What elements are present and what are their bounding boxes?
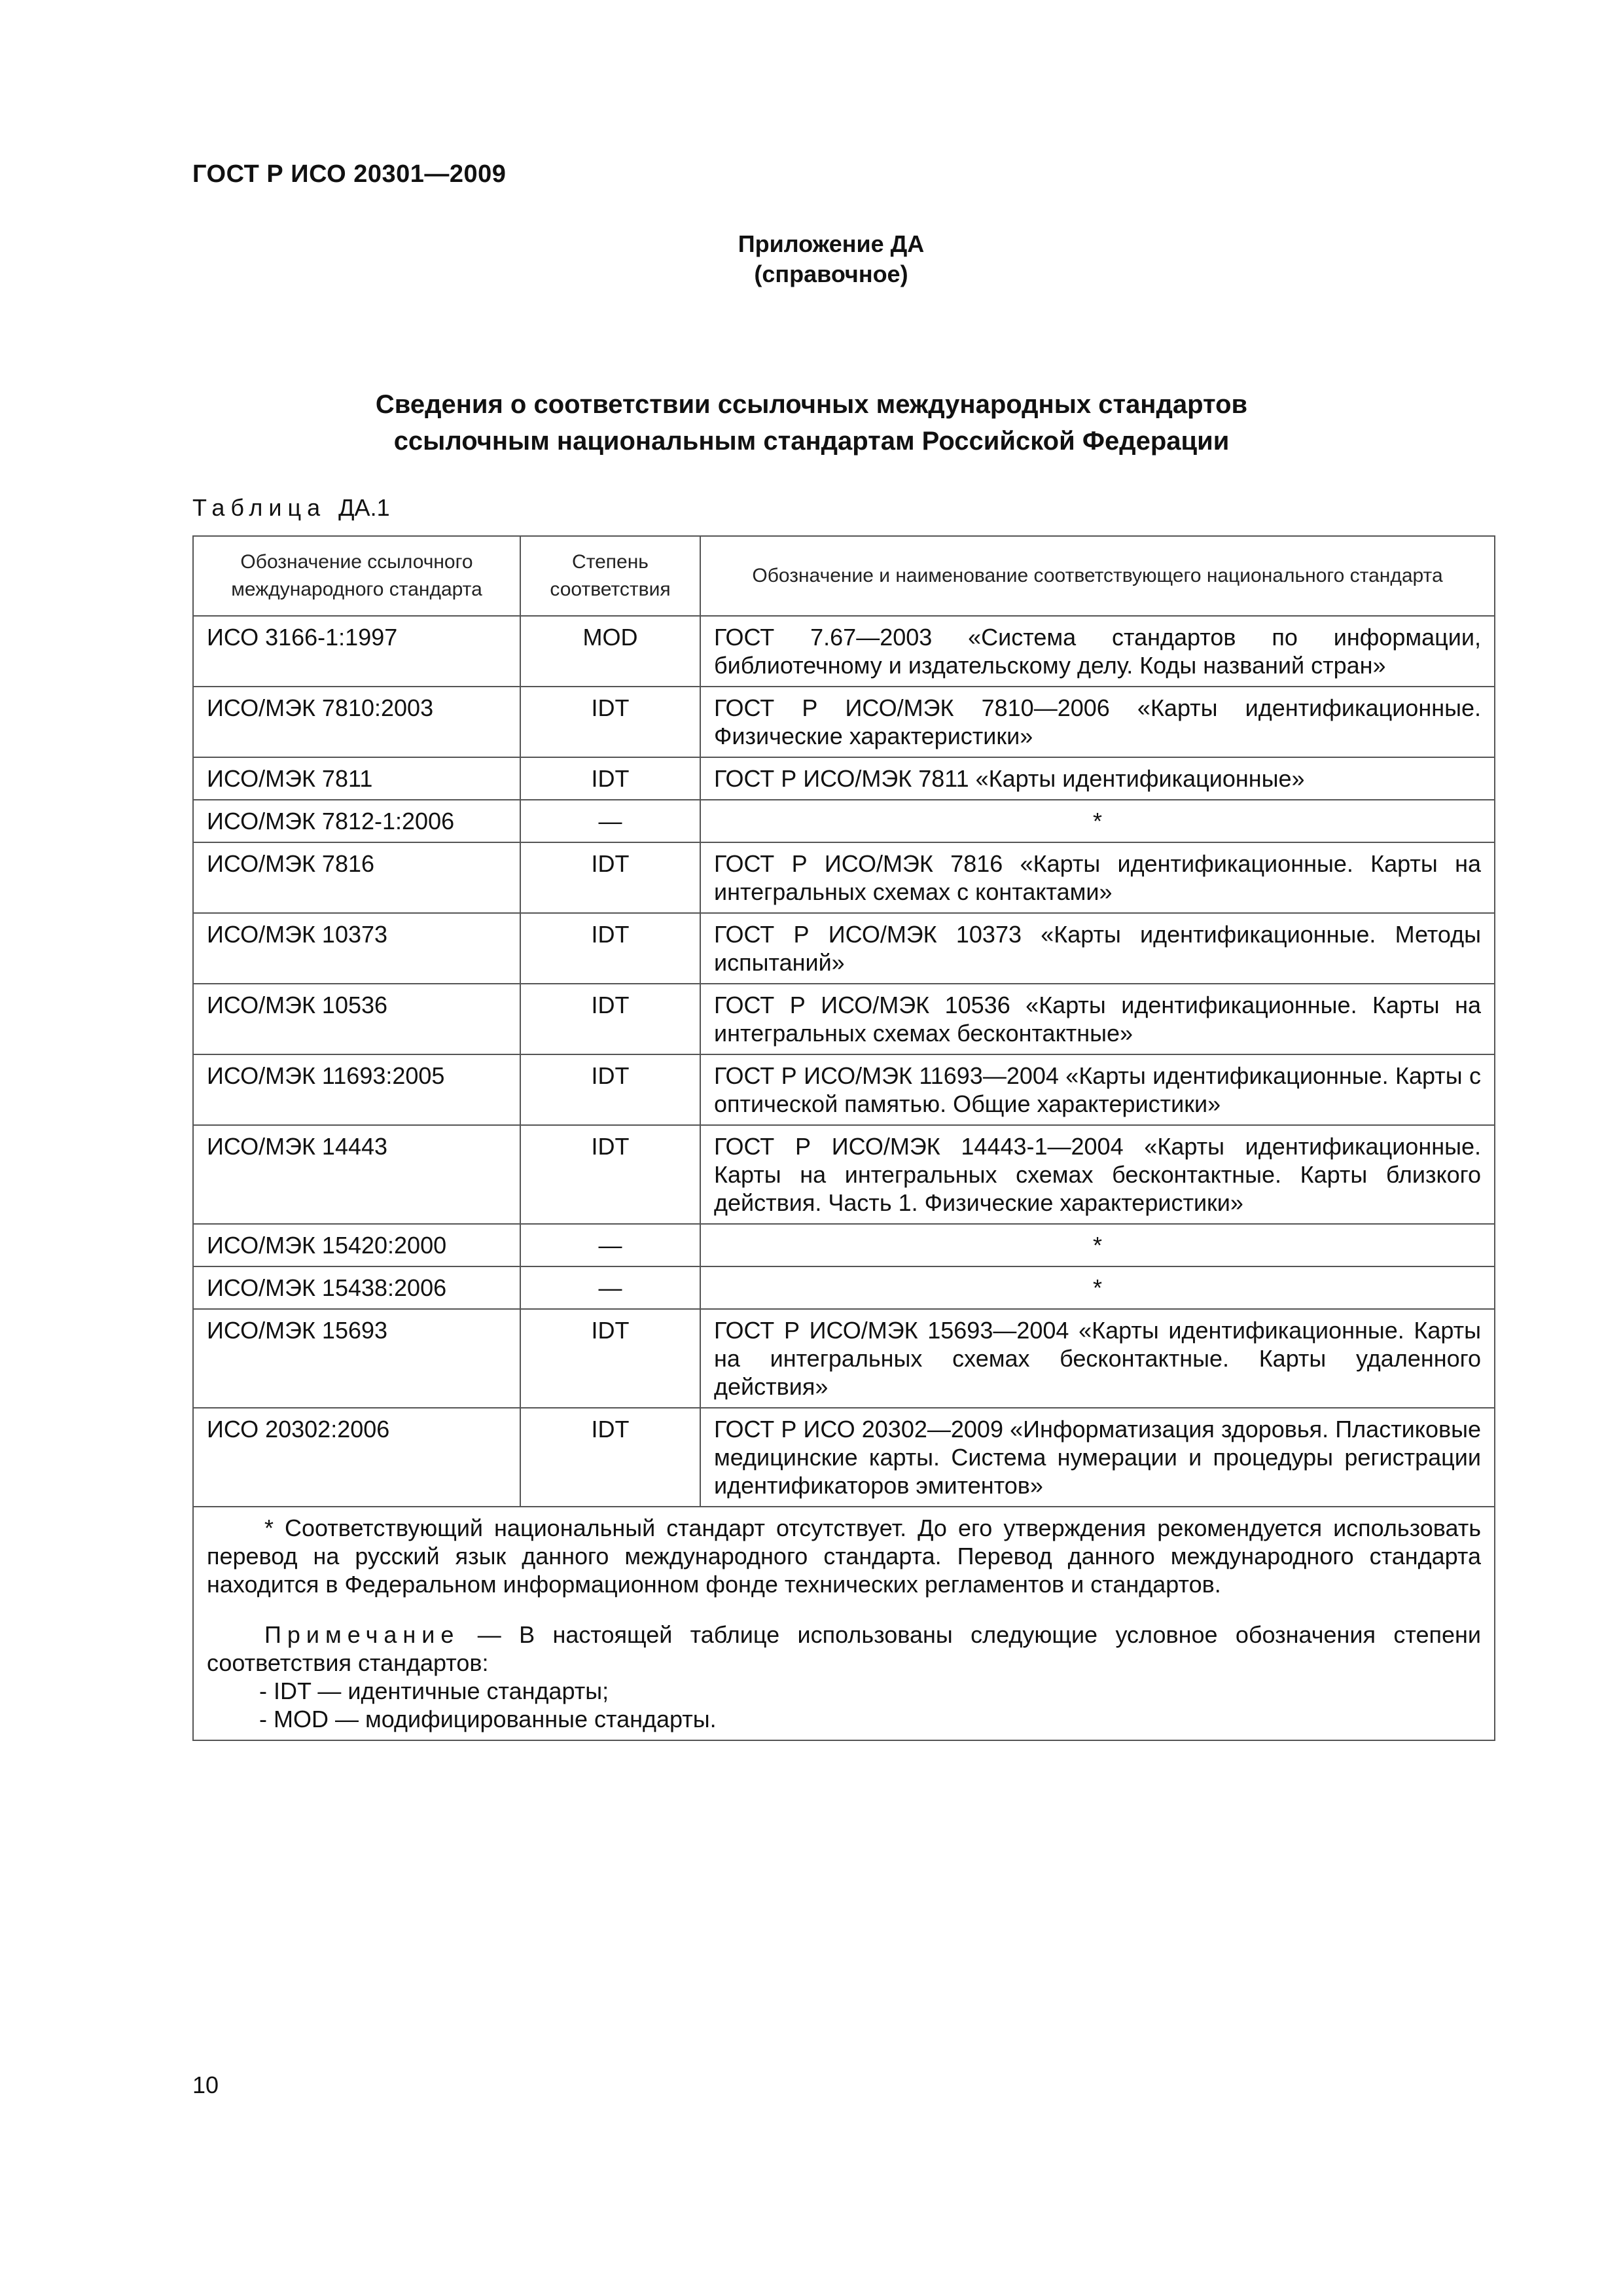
table-caption bbox=[192, 494, 390, 522]
table-row bbox=[193, 984, 1495, 1054]
table-footnote-cell bbox=[193, 1507, 1495, 1740]
correspondence-table bbox=[192, 535, 1495, 1741]
international-standard-code: ИСО 3166-1:1997 bbox=[193, 616, 520, 687]
degree-of-correspondence: IDT bbox=[520, 1125, 700, 1224]
header-national-standard: Обозначение и наименование соответствующего национального стандарта bbox=[700, 536, 1495, 616]
international-standard-code: ИСО/МЭК 7816 bbox=[193, 842, 520, 913]
degree-of-correspondence: IDT bbox=[520, 687, 700, 757]
national-standard: ГОСТ Р ИСО/МЭК 15693—2004 «Карты идентификационные. Карты на интегральных схемах бесконтактные. Карты удаленного действия» bbox=[700, 1309, 1495, 1408]
section-title-line-2: ссылочным национальным стандартам Российской Федерации bbox=[393, 427, 1230, 456]
table-row bbox=[193, 687, 1495, 757]
table-header-row bbox=[193, 536, 1495, 616]
national-standard: ГОСТ Р ИСО/МЭК 7810—2006 «Карты идентификационные. Физические характеристики» bbox=[700, 687, 1495, 757]
note-item-mod: - MOD — модифицированные стандарты. bbox=[259, 1706, 717, 1732]
table-row bbox=[193, 1309, 1495, 1408]
international-standard-code: ИСО/МЭК 7812-1:2006 bbox=[193, 800, 520, 842]
national-standard: ГОСТ Р ИСО/МЭК 10373 «Карты идентификационные. Методы испытаний» bbox=[700, 913, 1495, 984]
table-row bbox=[193, 1054, 1495, 1125]
table-row bbox=[193, 616, 1495, 687]
international-standard-code: ИСО/МЭК 15438:2006 bbox=[193, 1266, 520, 1309]
note-text: — В настоящей таблице использованы следующие условное обозначения степени соответствия стандартов: bbox=[207, 1621, 1481, 1676]
note-label: Примечание bbox=[264, 1621, 460, 1648]
footnote-text: * Соответствующий национальный стандарт отсутствует. До его утверждения рекомендуется использовать перевод на русский язык данного международного стандарта. Перевод данного международного стандарта находится в Федеральном информационном фонде технических регламентов и стандартов. bbox=[207, 1515, 1481, 1598]
international-standard-code: ИСО/МЭК 15693 bbox=[193, 1309, 520, 1408]
degree-of-correspondence: IDT bbox=[520, 1309, 700, 1408]
international-standard-code: ИСО 20302:2006 bbox=[193, 1408, 520, 1507]
national-standard: * bbox=[700, 1266, 1495, 1309]
header-international-standard: Обозначение ссылочного международного стандарта bbox=[193, 536, 520, 616]
national-standard: ГОСТ Р ИСО/МЭК 14443-1—2004 «Карты идентификационные. Карты на интегральных схемах бесконтактные. Карты близкого действия. Часть 1. Физические характеристики» bbox=[700, 1125, 1495, 1224]
degree-of-correspondence: IDT bbox=[520, 842, 700, 913]
national-standard: ГОСТ Р ИСО/МЭК 7816 «Карты идентификационные. Карты на интегральных схемах с контактами» bbox=[700, 842, 1495, 913]
national-standard: ГОСТ Р ИСО 20302—2009 «Информатизация здоровья. Пластиковые медицинские карты. Система нумерации и процедуры регистрации идентификаторов эмитентов» bbox=[700, 1408, 1495, 1507]
page-number: 10 bbox=[192, 2072, 219, 2098]
table-row bbox=[193, 800, 1495, 842]
table-row bbox=[193, 913, 1495, 984]
national-standard: ГОСТ Р ИСО/МЭК 7811 «Карты идентификационные» bbox=[700, 757, 1495, 800]
degree-of-correspondence: — bbox=[520, 1224, 700, 1266]
note-item-idt: - IDT — идентичные стандарты; bbox=[259, 1677, 609, 1704]
header-degree: Степень соответствия bbox=[520, 536, 700, 616]
table-row bbox=[193, 842, 1495, 913]
table-body bbox=[193, 616, 1495, 1507]
degree-of-correspondence: IDT bbox=[520, 757, 700, 800]
international-standard-code: ИСО/МЭК 10536 bbox=[193, 984, 520, 1054]
note-paragraph bbox=[207, 1621, 1481, 1677]
international-standard-code: ИСО/МЭК 10373 bbox=[193, 913, 520, 984]
national-standard: * bbox=[700, 1224, 1495, 1266]
table-footnote-row bbox=[193, 1507, 1495, 1740]
national-standard: ГОСТ Р ИСО/МЭК 10536 «Карты идентификационные. Карты на интегральных схемах бесконтактные» bbox=[700, 984, 1495, 1054]
section-title bbox=[0, 386, 1623, 459]
appendix-heading bbox=[0, 229, 1623, 289]
table-caption-number: ДА.1 bbox=[338, 494, 390, 521]
national-standard: * bbox=[700, 800, 1495, 842]
degree-of-correspondence: IDT bbox=[520, 913, 700, 984]
table-row bbox=[193, 1266, 1495, 1309]
document-header: ГОСТ Р ИСО 20301—2009 bbox=[192, 160, 507, 188]
international-standard-code: ИСО/МЭК 15420:2000 bbox=[193, 1224, 520, 1266]
international-standard-code: ИСО/МЭК 14443 bbox=[193, 1125, 520, 1224]
appendix-type: (справочное) bbox=[754, 260, 908, 287]
table-caption-word: Таблица bbox=[192, 494, 327, 521]
degree-of-correspondence: — bbox=[520, 800, 700, 842]
table-row bbox=[193, 1125, 1495, 1224]
national-standard: ГОСТ 7.67—2003 «Система стандартов по информации, библиотечному и издательскому делу. Коды названий стран» bbox=[700, 616, 1495, 687]
degree-of-correspondence: IDT bbox=[520, 984, 700, 1054]
appendix-title: Приложение ДА bbox=[738, 230, 925, 257]
section-title-line-1: Сведения о соответствии ссылочных международных стандартов bbox=[375, 390, 1248, 419]
degree-of-correspondence: IDT bbox=[520, 1054, 700, 1125]
international-standard-code: ИСО/МЭК 7810:2003 bbox=[193, 687, 520, 757]
degree-of-correspondence: IDT bbox=[520, 1408, 700, 1507]
table-row bbox=[193, 1224, 1495, 1266]
national-standard: ГОСТ Р ИСО/МЭК 11693—2004 «Карты идентификационные. Карты с оптической памятью. Общие характеристики» bbox=[700, 1054, 1495, 1125]
table-row bbox=[193, 757, 1495, 800]
degree-of-correspondence: — bbox=[520, 1266, 700, 1309]
international-standard-code: ИСО/МЭК 7811 bbox=[193, 757, 520, 800]
degree-of-correspondence: MOD bbox=[520, 616, 700, 687]
international-standard-code: ИСО/МЭК 11693:2005 bbox=[193, 1054, 520, 1125]
table-row bbox=[193, 1408, 1495, 1507]
